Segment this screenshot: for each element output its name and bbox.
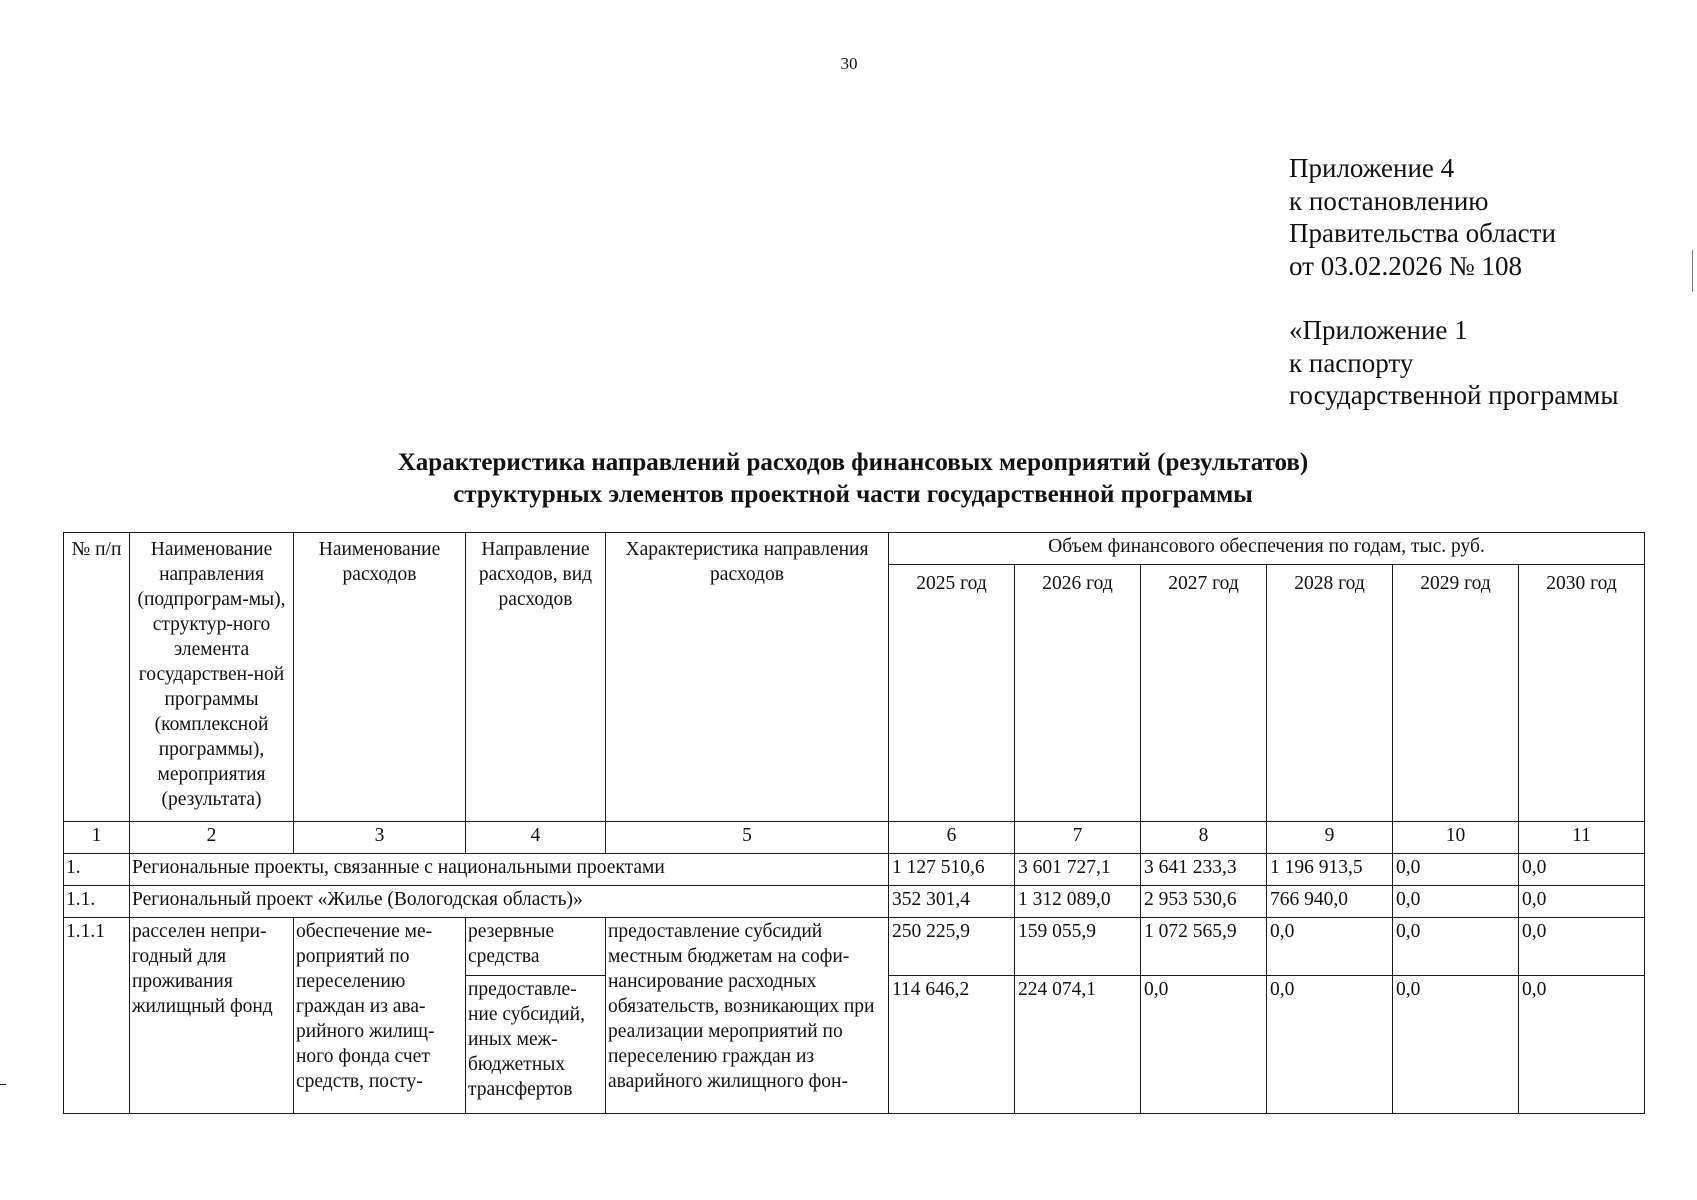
appendix-gap bbox=[1289, 282, 1619, 314]
row-number: 1. bbox=[64, 854, 130, 886]
appendix-line: к постановлению bbox=[1289, 185, 1489, 216]
appendix-line: Правительства области bbox=[1289, 218, 1556, 248]
column-index-row bbox=[64, 822, 1645, 854]
document-title bbox=[258, 447, 1448, 511]
value-cell: 1 127 510,6 bbox=[889, 854, 1015, 886]
column-index: 6 bbox=[889, 822, 1015, 854]
header-year: 2028 год bbox=[1267, 565, 1393, 822]
header-row bbox=[64, 533, 1645, 565]
column-index: 5 bbox=[606, 822, 889, 854]
value-cell: 3 601 727,1 bbox=[1015, 854, 1141, 886]
value-cell: 0,0 bbox=[1267, 976, 1393, 1114]
value-cell: 766 940,0 bbox=[1267, 886, 1393, 918]
title-line-2: структурных элементов проектной части государственной программы bbox=[453, 481, 1253, 508]
value-cell: 1 196 913,5 bbox=[1267, 854, 1393, 886]
value-cell: 0,0 bbox=[1519, 854, 1645, 886]
value-cell: 0,0 bbox=[1393, 918, 1519, 976]
header-direction-name: Наименование направления (подпрограм-мы), структур-ного элемента государствен-ной программы (комплексной программы), мероприятия (результата) bbox=[130, 533, 294, 822]
expense-characteristic: предоставление субсидий местным бюджетам на софи-нансирование расходных обязательств, возникающих при реализации мероприятий по переселению граждан из аварийного жилищного фон- bbox=[606, 918, 889, 1114]
appendix-line: Приложение 4 bbox=[1289, 153, 1455, 183]
header-year: 2030 год bbox=[1519, 565, 1645, 822]
column-index: 3 bbox=[294, 822, 466, 854]
value-cell: 224 074,1 bbox=[1015, 976, 1141, 1114]
value-cell: 352 301,4 bbox=[889, 886, 1015, 918]
column-index: 4 bbox=[466, 822, 606, 854]
column-index: 9 bbox=[1267, 822, 1393, 854]
column-index: 11 bbox=[1519, 822, 1645, 854]
column-index: 8 bbox=[1141, 822, 1267, 854]
expense-name: обеспечение ме-роприятий по переселению граждан из ава-рийного жилищ-ного фонда счет средств, посту- bbox=[294, 918, 466, 1114]
page-number: 30 bbox=[840, 54, 858, 73]
value-cell: 0,0 bbox=[1393, 886, 1519, 918]
appendix-quote-line: к паспорту bbox=[1289, 347, 1414, 378]
value-cell: 1 072 565,9 bbox=[1141, 918, 1267, 976]
header-expense-name: Наименование расходов bbox=[294, 533, 466, 822]
title-line-1: Характеристика направлений расходов финансовых мероприятий (результатов) bbox=[397, 449, 1309, 476]
header-funding: Объем финансового обеспечения по годам, тыс. руб. bbox=[889, 533, 1645, 565]
appendix-quote-line: «Приложение 1 bbox=[1289, 315, 1468, 345]
table-row bbox=[64, 886, 1645, 918]
table-row bbox=[64, 918, 1645, 976]
value-cell: 0,0 bbox=[1393, 854, 1519, 886]
value-cell: 0,0 bbox=[1519, 918, 1645, 976]
header-year: 2027 год bbox=[1141, 565, 1267, 822]
value-cell: 2 953 530,6 bbox=[1141, 886, 1267, 918]
header-year: 2026 год bbox=[1015, 565, 1141, 822]
column-index: 1 bbox=[64, 822, 130, 854]
result-name: расселен непри-годный для проживания жилищный фонд bbox=[130, 918, 294, 1114]
table-row bbox=[64, 854, 1645, 886]
value-cell: 1 312 089,0 bbox=[1015, 886, 1141, 918]
header-number: № п/п bbox=[64, 533, 130, 822]
value-cell: 0,0 bbox=[1267, 918, 1393, 976]
expense-direction: предоставле-ние субсидий, иных меж-бюджетных трансфертов bbox=[466, 976, 606, 1114]
header-year: 2025 год bbox=[889, 565, 1015, 822]
value-cell: 0,0 bbox=[1519, 886, 1645, 918]
value-cell: 0,0 bbox=[1141, 976, 1267, 1114]
row-number: 1.1. bbox=[64, 886, 130, 918]
appendix-quote-line: государственной программы bbox=[1289, 380, 1619, 410]
expense-direction: резервные средства bbox=[466, 918, 606, 976]
value-cell: 114 646,2 bbox=[889, 976, 1015, 1114]
header-characteristic: Характеристика направления расходов bbox=[606, 533, 889, 822]
value-cell: 159 055,9 bbox=[1015, 918, 1141, 976]
row-number: 1.1.1 bbox=[64, 918, 130, 1114]
value-cell: 0,0 bbox=[1393, 976, 1519, 1114]
appendix-line: от 03.02.2026 № 108 bbox=[1289, 250, 1522, 281]
column-index: 10 bbox=[1393, 822, 1519, 854]
scan-edge-mark bbox=[0, 1084, 6, 1085]
column-index: 7 bbox=[1015, 822, 1141, 854]
row-name: Региональные проекты, связанные с национальными проектами bbox=[130, 854, 889, 886]
value-cell: 0,0 bbox=[1519, 976, 1645, 1114]
row-name: Региональный проект «Жилье (Вологодская область)» bbox=[130, 886, 889, 918]
header-year: 2029 год bbox=[1393, 565, 1519, 822]
financing-table bbox=[63, 532, 1645, 1114]
value-cell: 250 225,9 bbox=[889, 918, 1015, 976]
value-cell: 3 641 233,3 bbox=[1141, 854, 1267, 886]
scan-edge-mark bbox=[1692, 250, 1693, 292]
column-index: 2 bbox=[130, 822, 294, 854]
appendix-block bbox=[1289, 152, 1619, 412]
header-expense-direction: Направление расходов, вид расходов bbox=[466, 533, 606, 822]
